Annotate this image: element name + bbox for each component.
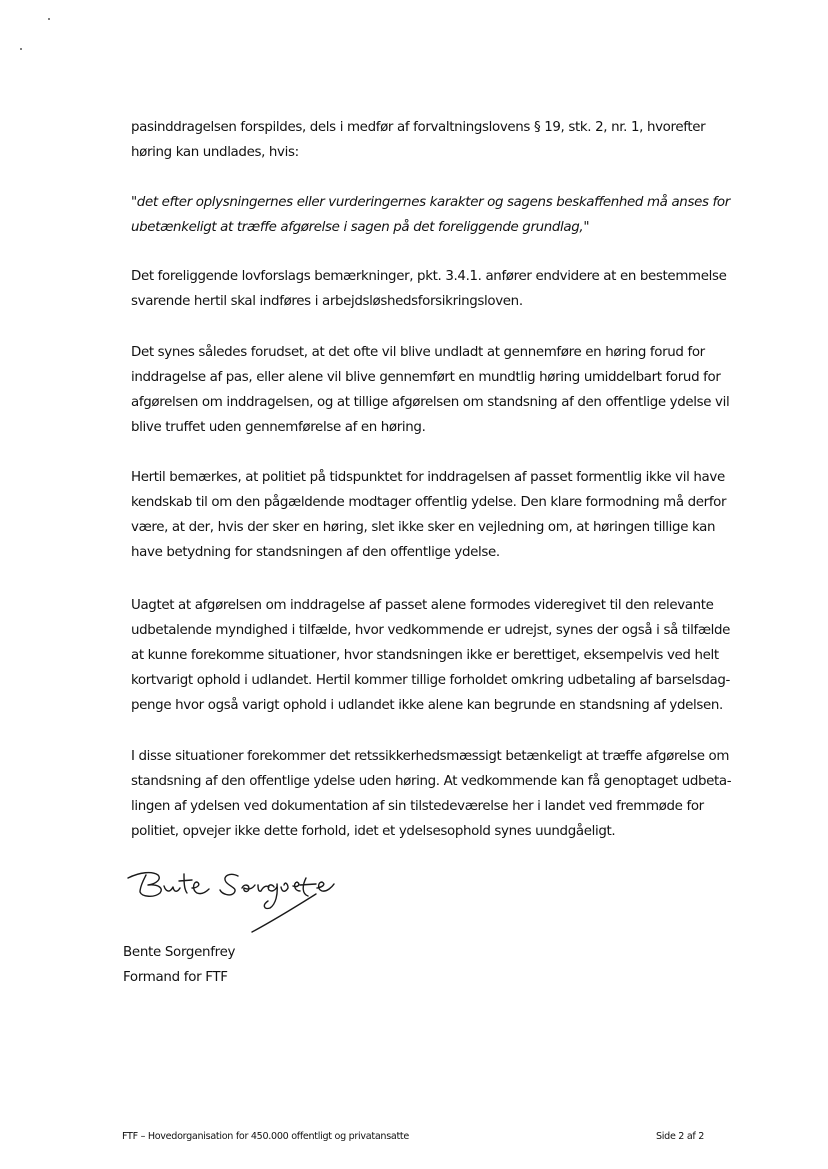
body-line: Hertil bemærkes, at politiet på tidspunktet for inddragelsen af passet formentlig ikke vil have <box>131 470 725 485</box>
body-line: have betydning for standsningen af den offentlige ydelse. <box>131 545 500 560</box>
body-line: inddragelse af pas, eller alene vil blive gennemført en mundtlig høring umiddelbart forud for <box>131 370 721 385</box>
signatory-title: Formand for FTF <box>123 970 228 985</box>
quote-line: ubetænkeligt at træffe afgørelse i sagen på det foreliggende grundlag," <box>131 220 590 235</box>
body-line: kendskab til om den pågældende modtager offentlig ydelse. Den klare formodning må derfor <box>131 495 727 510</box>
body-line: Det foreliggende lovforslags bemærkninger, pkt. 3.4.1. anfører endvidere at en bestemmelse <box>131 269 727 284</box>
body-line: kortvarigt ophold i udlandet. Hertil kommer tillige forholdet omkring udbetaling af barselsdag- <box>131 673 730 688</box>
body-line: udbetalende myndighed i tilfælde, hvor vedkommende er udrejst, synes der også i så tilfælde <box>131 623 731 638</box>
body-line: blive truffet uden gennemførelse af en høring. <box>131 420 426 435</box>
body-line: pasinddragelsen forspildes, dels i medfør af forvaltningslovens § 19, stk. 2, nr. 1, hvorefter <box>131 120 706 135</box>
body-line: være, at der, hvis der sker en høring, slet ikke sker en vejledning om, at høringen tillige kan <box>131 520 716 535</box>
footer-organisation: FTF – Hovedorganisation for 450.000 offentligt og privatansatte <box>122 1131 409 1142</box>
body-line: I disse situationer forekommer det retssikkerhedsmæssigt betænkeligt at træffe afgørelse om <box>131 749 730 764</box>
body-line: lingen af ydelsen ved dokumentation af sin tilstedeværelse her i landet ved fremmøde for <box>131 799 704 814</box>
body-line: penge hvor også varigt ophold i udlandet ikke alene kan begrunde en standsning af ydelsen. <box>131 698 723 713</box>
scan-speck <box>20 48 22 50</box>
body-line: at kunne forekomme situationer, hvor standsningen ikke er berettiget, eksempelvis ved helt <box>131 648 719 663</box>
page-number: Side 2 af 2 <box>656 1131 705 1142</box>
signatory-name: Bente Sorgenfrey <box>123 945 236 960</box>
body-line: høring kan undlades, hvis: <box>131 145 299 160</box>
body-line: svarende hertil skal indføres i arbejdsløshedsforsikringsloven. <box>131 294 523 309</box>
handwritten-signature <box>118 862 348 942</box>
body-line: politiet, opvejer ikke dette forhold, idet et ydelsesophold synes uundgåeligt. <box>131 824 616 839</box>
scan-speck <box>48 18 50 20</box>
body-line: Uagtet at afgørelsen om inddragelse af passet alene formodes videregivet til den relevante <box>131 598 714 613</box>
quote-line: "det efter oplysningernes eller vurderingernes karakter og sagens beskaffenhed må anses for <box>131 195 730 210</box>
body-line: Det synes således forudset, at det ofte vil blive undladt at gennemføre en høring forud for <box>131 345 705 360</box>
body-line: standsning af den offentlige ydelse uden høring. At vedkommende kan få genoptaget udbeta- <box>131 774 732 789</box>
body-line: afgørelsen om inddragelsen, og at tillige afgørelsen om standsning af den offentlige ydelse vil <box>131 395 730 410</box>
